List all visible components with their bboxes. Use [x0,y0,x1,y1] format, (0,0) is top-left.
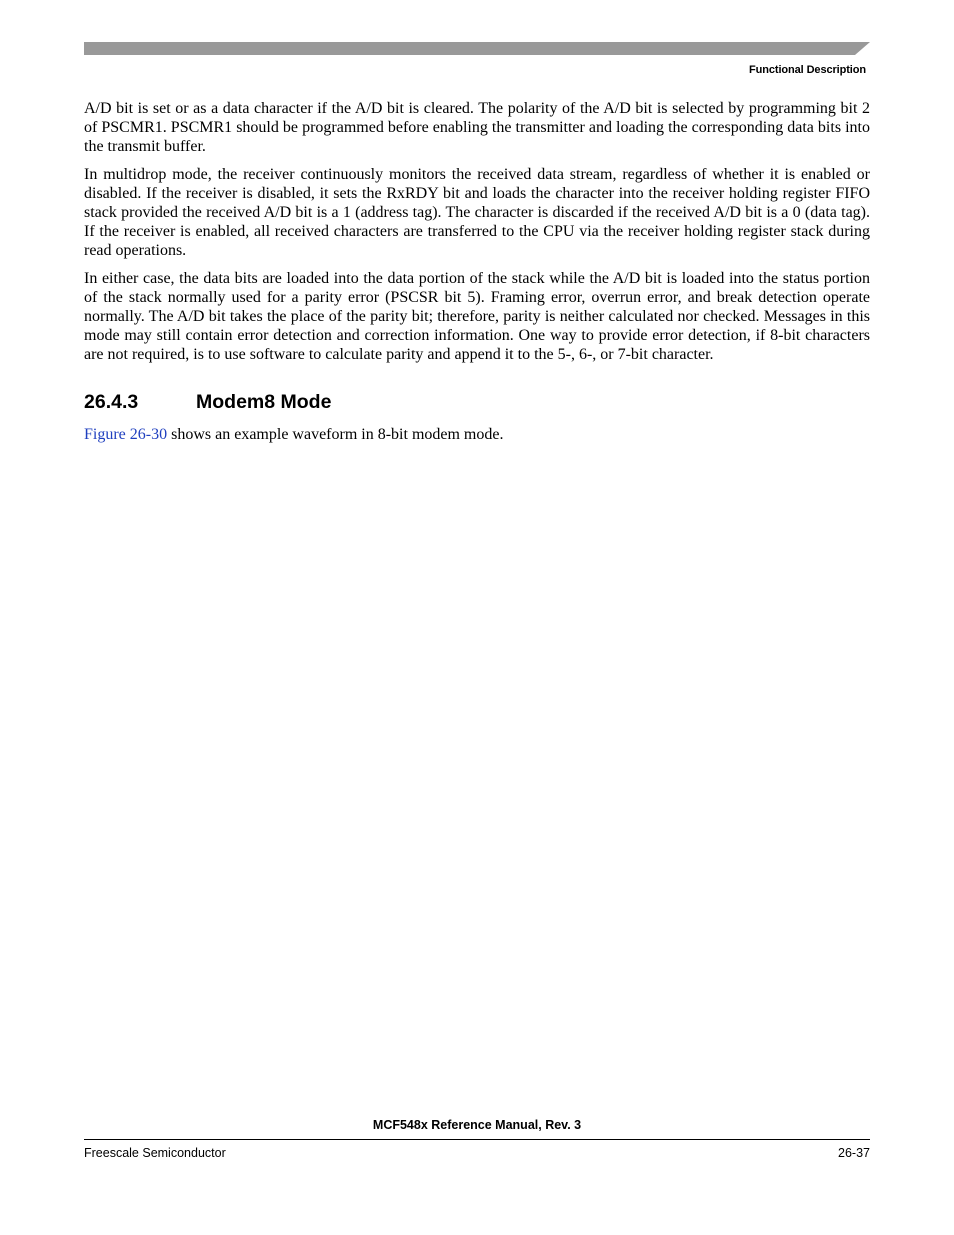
figure-reference-text: shows an example waveform in 8-bit modem mode. [167,426,504,444]
paragraph-ad-bit: A/D bit is set or as a data character if the A/D bit is cleared. The polarity of the A/D bit is selected by programming bit 2 of PSCMR1. PSCMR1 should be programmed before enabling the transmitter and loading the corresponding data bits into the transmit buffer. [84,100,870,155]
paragraph-figure-reference [84,426,870,445]
page-content [84,100,870,455]
header-bar-graphic [84,42,870,55]
section-number: 26.4.3 [84,391,139,414]
paragraph-either-case: In either case, the data bits are loaded into the data portion of the stack while the A/D bit is loaded into the status portion of the stack normally used for a parity error (PSCSR bit 5). Framing error, overrun error, and break detection operate normally. The A/D bit takes the place of the parity bit; therefore, parity is neither calculated nor checked. Messages in this mode may still contain error detection and correction information. One way to provide error detection, if 8-bit characters are not required, is to use software to calculate parity and append it to the 5-, 6-, or 7-bit character. [84,270,870,363]
section-title: Modem8 Mode [196,391,332,414]
running-head: Functional Description [749,64,866,76]
footer-divider [84,1139,870,1140]
section-heading [84,390,870,414]
header-bar [84,42,870,55]
figure-link[interactable]: Figure 26-30 [84,426,168,444]
footer-manual-title: MCF548x Reference Manual, Rev. 3 [372,1118,582,1132]
footer-page-number: 26-37 [838,1146,870,1160]
paragraph-multidrop: In multidrop mode, the receiver continuously monitors the received data stream, regardless of whether it is enabled or disabled. If the receiver is disabled, it sets the RxRDY bit and loads the character into the receiver holding register FIFO stack provided the received A/D bit is a 1 (address tag). The character is discarded if the received A/D bit is a 0 (data tag). If the receiver is enabled, all received characters are transferred to the CPU via the receiver holding register stack during read operations. [84,166,870,259]
footer-company: Freescale Semiconductor [84,1146,226,1160]
